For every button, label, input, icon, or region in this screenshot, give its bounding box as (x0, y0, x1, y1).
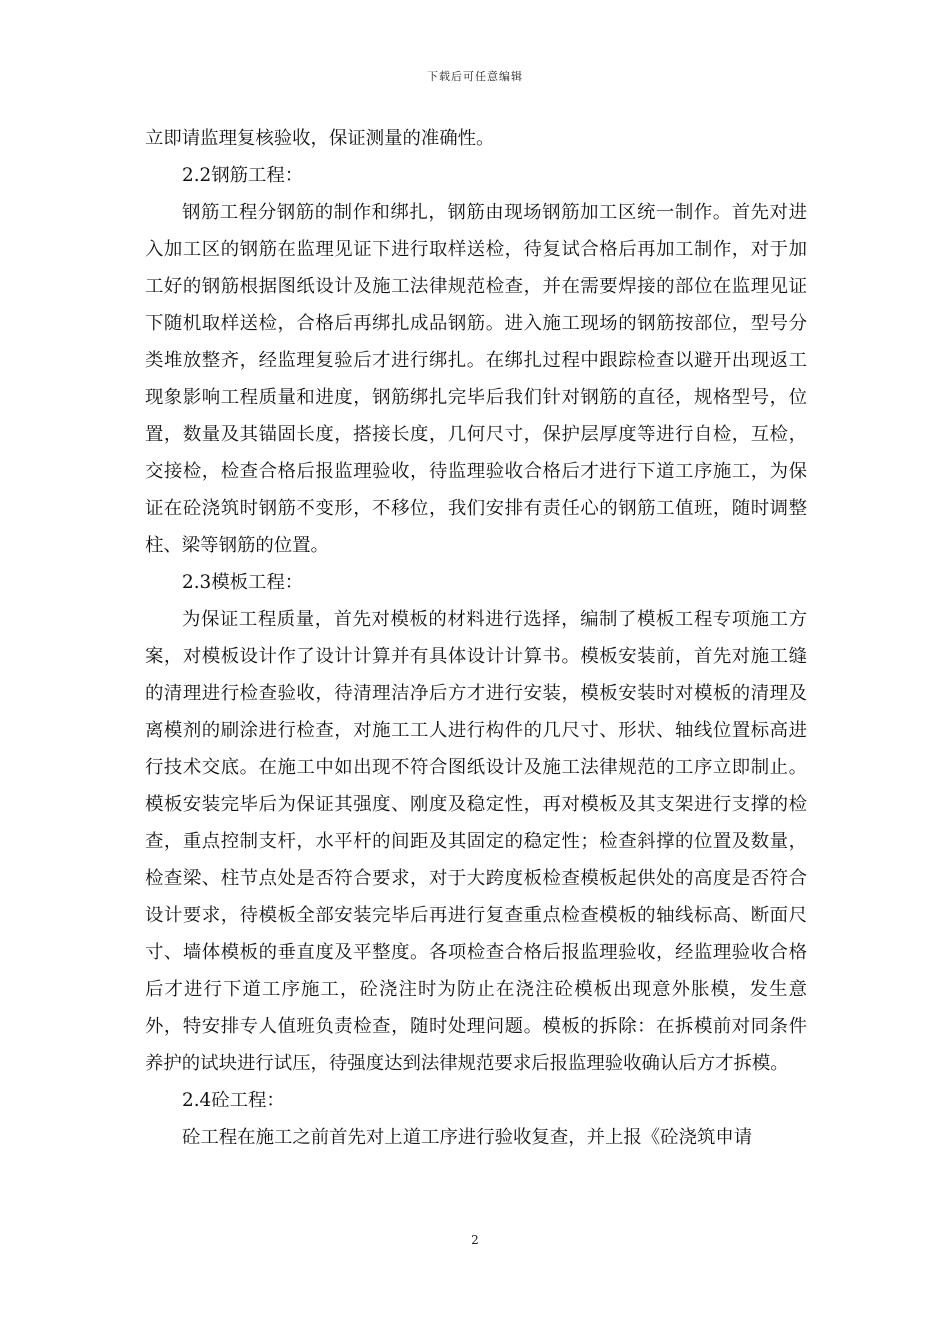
paragraph-continuation: 立即请监理复核验收，保证测量的准确性。 (145, 128, 495, 149)
paragraph-formwork: 为保证工程质量，首先对模板的材料进行选择，编制了模板工程专项施工方案，对模板设计作了设计计算并有具体设计计算书。模板安装前，首先对施工缝的清理进行检查验收，待清理洁净后方才进行安装，模板安装时对模板的清理及离模剂的刷涂进行检查，对施工工人进行构件的几尺寸、形状、轴线位置标高进行技术交底。在施工中如出现不符合图纸设计及施工法律规范的工序立即制止。模板安装完毕后为保证其强度、刚度及稳定性，再对模板及其支架进行支撑的检查，重点控制支杆，水平杆的间距及其固定的稳定性；检查斜撑的位置及数量，检查梁、柱节点处是否符合要求，对于大跨度板检查模板起供处的高度是否符合设计要求，待模板全部安装完毕后再进行复查重点检查模板的轴线标高、断面尺寸、墙体模板的垂直度及平整度。各项检查合格后报监理验收，经监理验收合格后才进行下道工序施工，砼浇注时为防止在浇注砼模板出现意外胀模，发生意外，特安排专人值班负责检查，随时处理问题。模板的拆除：在拆模前对同条件养护的试块进行试压，待强度达到法律规范要求后报监理验收确认后方才拆模。 (145, 609, 807, 1074)
paragraph-concrete: 砼工程在施工之前首先对上道工序进行验收复查，并上报《砼浇筑申请 (182, 1127, 753, 1148)
section-heading-rebar: 2.2钢筋工程： (182, 165, 304, 186)
paragraph-rebar: 钢筋工程分钢筋的制作和绑扎，钢筋由现场钢筋加工区统一制作。首先对进入加工区的钢筋在监理见证下进行取样送检，待复试合格后再加工制作，对于加工好的钢筋根据图纸设计及施工法律规范检查，并在需要焊接的部位在监理见证下随机取样送检，合格后再绑扎成品钢筋。进入施工现场的钢筋按部位，型号分类堆放整齐，经监理复验后才进行绑扎。在绑扎过程中跟踪检查以避开出现返工现象影响工程质量和进度，钢筋绑扎完毕后我们针对钢筋的直径，规格型号，位置，数量及其锚固长度，搭接长度，几何尺寸，保护层厚度等进行自检，互检，交接检，检查合格后报监理验收，待监理验收合格后才进行下道工序施工，为保证在砼浇筑时钢筋不变形，不移位，我们安排有责任心的钢筋工值班，随时调整柱、梁等钢筋的位置。 (145, 202, 807, 556)
page-number: 2 (471, 1233, 479, 1247)
section-heading-formwork: 2.3模板工程： (182, 572, 304, 593)
document-body (145, 120, 807, 1156)
page-header: 下载后可任意编辑 (427, 70, 523, 83)
section-heading-concrete: 2.4砼工程： (182, 1090, 285, 1111)
